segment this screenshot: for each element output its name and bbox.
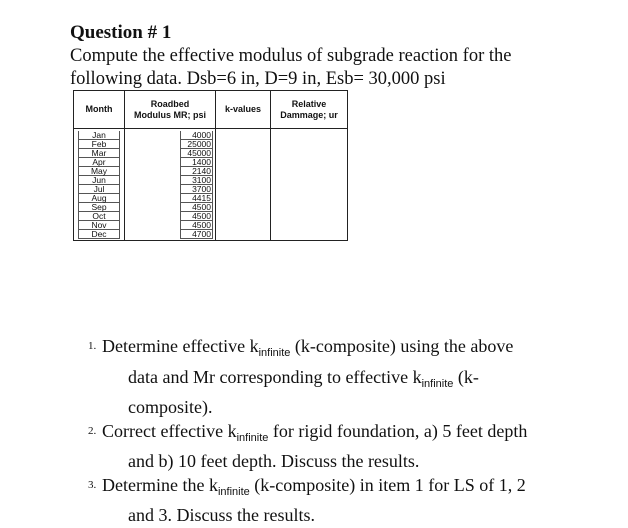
task-number: 1. xyxy=(88,340,97,352)
k-value-cell xyxy=(216,149,271,158)
relative-damage-cell xyxy=(271,230,348,241)
mr-cell: 3100 xyxy=(125,176,216,185)
subscript: infinite xyxy=(236,431,269,444)
k-value-cell xyxy=(216,221,271,230)
question-prompt xyxy=(70,45,570,91)
month-cell: Jan xyxy=(74,129,125,141)
task-text: (k-composite) using the above xyxy=(290,336,514,356)
task-text: (k-composite) in item 1 for LS of 1, 2 xyxy=(249,474,526,495)
mr-cell: 4415 xyxy=(125,194,216,203)
mr-cell: 1400 xyxy=(125,158,216,167)
mr-cell: 45000 xyxy=(125,149,216,158)
relative-damage-cell xyxy=(271,140,348,149)
month-cell: Apr xyxy=(74,158,125,167)
relative-damage-cell xyxy=(271,212,348,221)
task-continuation: and 3. Discuss the results. xyxy=(128,505,315,525)
mr-cell: 4500 xyxy=(125,221,216,230)
k-value-cell xyxy=(216,140,271,149)
prompt-line-2: following data. Dsb=6 in, D=9 in, Esb= 30,000 psi xyxy=(70,69,446,89)
task-text: Correct effective k xyxy=(102,420,237,441)
mr-cell: 25000 xyxy=(125,140,216,149)
task-text: Determine effective k xyxy=(102,336,259,356)
header-roadbed-modulus xyxy=(125,91,216,129)
header-roadbed-line1: Roadbed xyxy=(150,98,190,109)
k-value-cell xyxy=(216,167,271,176)
task-number: 2. xyxy=(88,424,97,437)
task-item-3 xyxy=(88,474,558,528)
k-value-cell xyxy=(216,185,271,194)
task-text: Determine the k xyxy=(102,474,218,495)
month-cell: Sep xyxy=(74,203,125,212)
month-cell: Feb xyxy=(74,140,125,149)
mr-cell: 2140 xyxy=(125,167,216,176)
header-k-values: k-values xyxy=(216,91,271,129)
mr-cell: 4700 xyxy=(125,230,216,241)
table-header-row xyxy=(74,91,348,129)
subscript: infinite xyxy=(217,485,250,498)
month-cell: Aug xyxy=(74,194,125,203)
subscript: infinite xyxy=(258,347,291,359)
task-continuation: data and Mr corresponding to effective $k_{infinite}$ (k- xyxy=(128,366,479,390)
k-value-cell xyxy=(216,129,271,141)
k-value-cell xyxy=(216,194,271,203)
relative-damage-cell xyxy=(271,221,348,230)
header-relative-damage xyxy=(271,91,348,129)
header-relative-line1: Relative xyxy=(291,98,327,109)
task-continuation: composite). xyxy=(128,397,213,417)
table-row xyxy=(74,230,348,241)
k-value-cell xyxy=(216,158,271,167)
relative-damage-cell xyxy=(271,149,348,158)
relative-damage-cell xyxy=(271,167,348,176)
month-cell: Jul xyxy=(74,185,125,194)
modulus-table xyxy=(73,90,348,241)
question-title: Question # 1 xyxy=(70,22,172,43)
month-cell: May xyxy=(74,167,125,176)
task-continuation: and b) 10 feet depth. Discuss the results. xyxy=(128,451,420,471)
relative-damage-cell xyxy=(271,194,348,203)
month-cell: Jun xyxy=(74,176,125,185)
header-relative-line2: Dammage; ur xyxy=(280,109,338,120)
k-value-cell xyxy=(216,230,271,241)
task-number: 3. xyxy=(88,478,97,491)
task-item-2 xyxy=(88,420,558,474)
month-cell: Mar xyxy=(74,149,125,158)
task-list xyxy=(88,335,558,528)
task-text: for rigid foundation, a) 5 feet depth xyxy=(268,420,528,441)
relative-damage-cell xyxy=(271,185,348,194)
header-roadbed-line2: Modulus MR; psi xyxy=(134,109,206,120)
mr-cell: 4000 xyxy=(125,129,216,141)
mr-cell: 4500 xyxy=(125,203,216,212)
relative-damage-cell xyxy=(271,158,348,167)
subscript: infinite xyxy=(421,377,454,390)
month-cell: Nov xyxy=(74,221,125,230)
k-value-cell xyxy=(216,212,271,221)
k-value-cell xyxy=(216,203,271,212)
mr-cell: 3700 xyxy=(125,185,216,194)
prompt-line-1: Compute the effective modulus of subgrade reaction for the xyxy=(70,46,512,66)
relative-damage-cell xyxy=(271,129,348,141)
k-value-cell xyxy=(216,176,271,185)
month-cell: Oct xyxy=(74,212,125,221)
task-item-1 xyxy=(88,335,558,420)
relative-damage-cell xyxy=(271,176,348,185)
mr-cell: 4500 xyxy=(125,212,216,221)
relative-damage-cell xyxy=(271,203,348,212)
header-month: Month xyxy=(74,91,125,129)
month-cell: Dec xyxy=(74,230,125,241)
